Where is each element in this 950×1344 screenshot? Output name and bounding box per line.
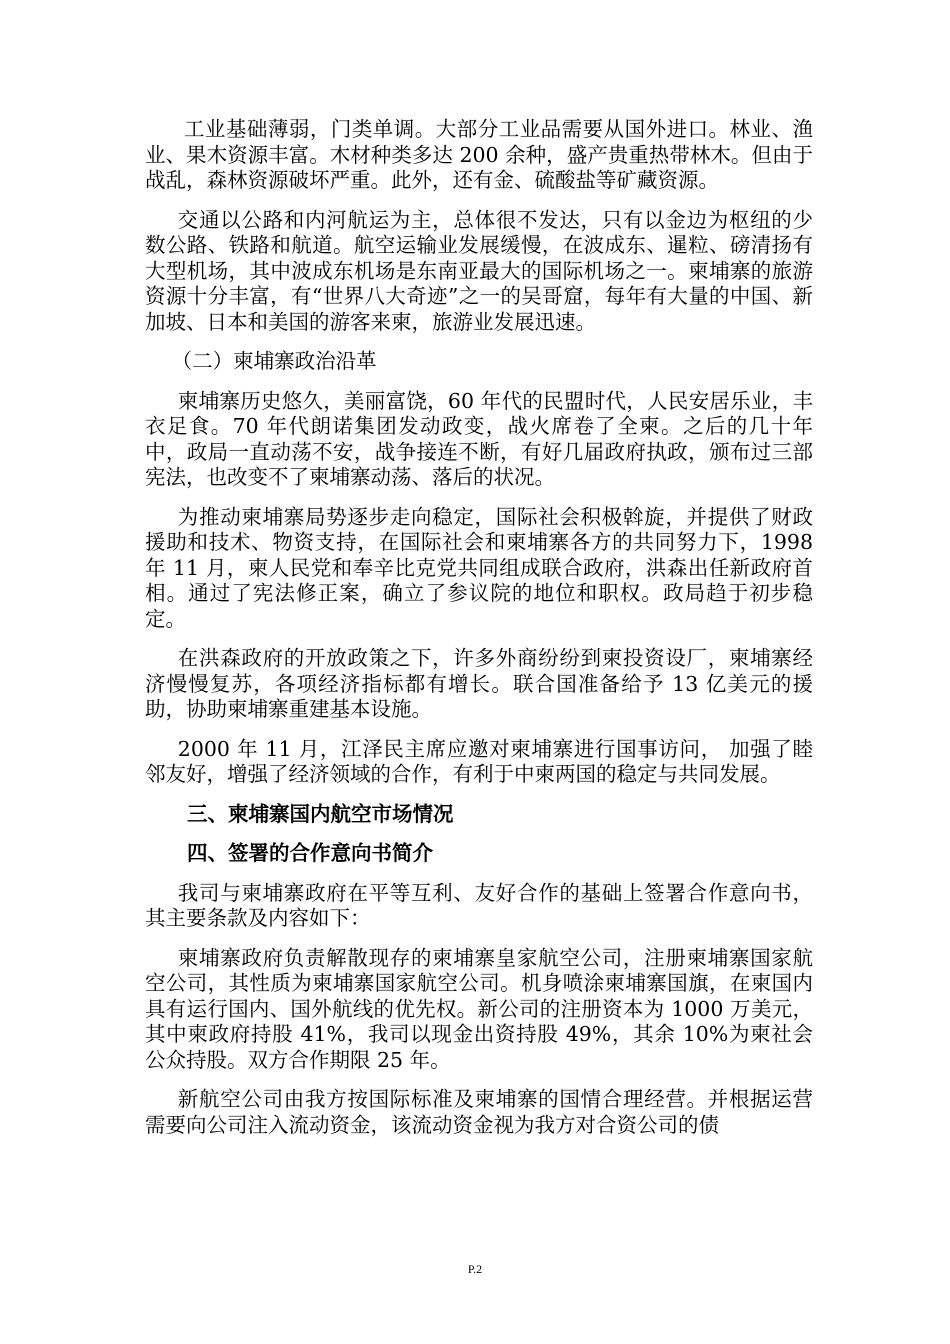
paragraph-history: 柬埔寨历史悠久，美丽富饶，60 年代的民盟时代，人民安居乐业，丰衣足食。70 年代朗诺集团发动政变，战火席卷了全柬。之后的几十年中，政局一直动荡不安，战争接连不断，有好几届政府执政，颁布过三部宪法，也改变不了柬埔寨动荡、落后的状况。 — [145, 388, 813, 489]
section-heading-politics: （二）柬埔寨政治沿革 — [171, 349, 377, 373]
paragraph-state-visit: 2000 年 11 月，江泽民主席应邀对柬埔寨进行国事访问， 加强了睦邻友好，增强了经济领域的合作，有利于中柬两国的稳定与共同发展。 — [145, 736, 813, 786]
paragraph-industry: 工业基础薄弱，门类单调。大部分工业品需要从国外进口。林业、渔业、果木资源丰富。木材种类多达 200 余种，盛产贵重热带林木。但由于战乱，森林资源破坏严重。此外，还有金、硫酸盐等矿藏资源。 — [145, 117, 813, 192]
paragraph-stabilization: 为推动柬埔寨局势逐步走向稳定，国际社会积极斡旋，并提供了财政援助和技术、物资支持，在国际社会和柬埔寨各方的共同努力下，1998 年 11 月，柬人民党和奉辛比克党共同组成联合政府，洪森出任新政府首相。通过了宪法修正案，确立了参议院的地位和职权。政局趋于初步稳定。 — [145, 504, 813, 631]
heading-aviation-market: 三、柬埔寨国内航空市场情况 — [187, 801, 454, 826]
paragraph-economy: 在洪森政府的开放政策之下，许多外商纷纷到柬投资设厂，柬埔寨经济慢慢复苏，各项经济指标都有增长。联合国准备给予 13 亿美元的援助，协助柬埔寨重建基本设施。 — [145, 646, 813, 721]
heading-cooperation-intent: 四、签署的合作意向书简介 — [187, 841, 434, 865]
paragraph-operations: 新航空公司由我方按国际标准及柬埔寨的国情合理经营。并根据运营需要向公司注入流动资金，该流动资金视为我方对合资公司的债 — [145, 1087, 813, 1137]
paragraph-agreement-intro: 我司与柬埔寨政府在平等互利、友好合作的基础上签署合作意向书，其主要条款及内容如下： — [145, 880, 813, 930]
paragraph-transport: 交通以公路和内河航运为主，总体很不发达，只有以金边为枢纽的少数公路、铁路和航道。航空运输业发展缓慢，在波成东、暹粒、磅清扬有大型机场，其中波成东机场是东南亚最大的国际机场之一。柬埔寨的旅游资源十分丰富，有“世界八大奇迹”之一的吴哥窟，每年有大量的中国、新加坡、日本和美国的游客来柬，旅游业发展迅速。 — [145, 207, 813, 334]
page-number: P.2 — [467, 1262, 483, 1276]
paragraph-agreement-terms: 柬埔寨政府负责解散现存的柬埔寨皇家航空公司，注册柬埔寨国家航空公司，其性质为柬埔寨国家航空公司。机身喷涂柬埔寨国旗，在柬国内具有运行国内、国外航线的优先权。新公司的注册资本为 1000 万美元，其中柬政府持股 41%，我司以现金出资持股 49%，其余 10%为柬社会公众持股。双方合作期限 25 年。 — [145, 945, 813, 1072]
document-page — [145, 117, 813, 1152]
